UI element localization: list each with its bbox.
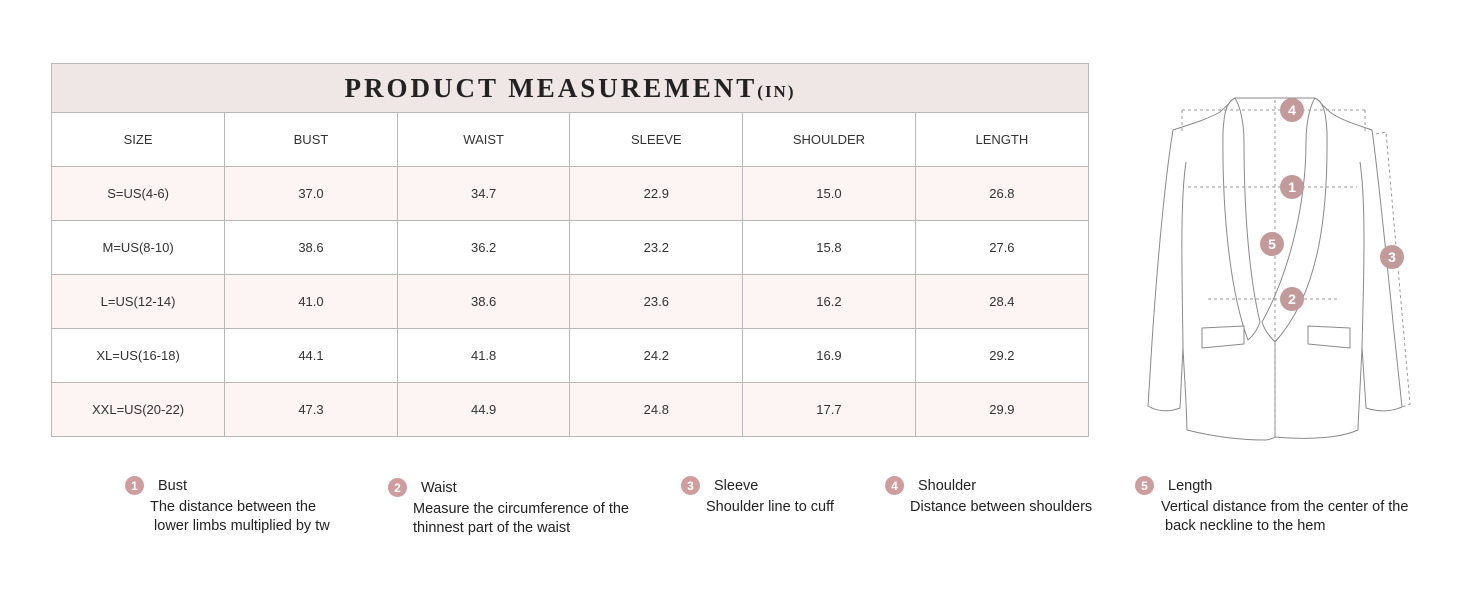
legend-title: Length: [1168, 477, 1213, 494]
column-header-sleeve: SLEEVE: [570, 113, 743, 167]
column-header-waist: WAIST: [397, 113, 570, 167]
column-header-shoulder: SHOULDER: [743, 113, 916, 167]
cell-size: S=US(4-6): [52, 167, 225, 221]
legend-description-line: Measure the circumference of the: [413, 501, 629, 517]
cell-sleeve: 24.8: [570, 383, 743, 437]
cell-waist: 44.9: [397, 383, 570, 437]
jacket-right-pocket: [1308, 326, 1350, 348]
marker-sleeve: [1380, 245, 1404, 269]
cell-waist: 41.8: [397, 329, 570, 383]
table-title-unit: (IN): [757, 82, 796, 101]
legend-sleeve: [681, 476, 834, 517]
cell-bust: 47.3: [225, 383, 398, 437]
legend-description: [1161, 498, 1408, 536]
legend-description-line: lower limbs multiplied by tw: [150, 518, 330, 534]
svg-text:5: 5: [1268, 236, 1276, 252]
legend-title: Sleeve: [714, 477, 759, 494]
cell-sleeve: 22.9: [570, 167, 743, 221]
cell-waist: 34.7: [397, 167, 570, 221]
legend-description-line: back neckline to the hem: [1161, 518, 1326, 534]
cell-bust: 37.0: [225, 167, 398, 221]
svg-text:4: 4: [1288, 102, 1296, 118]
marker-length: [1260, 232, 1284, 256]
cell-bust: 44.1: [225, 329, 398, 383]
legend-description: [150, 498, 330, 536]
table-row: [52, 221, 1088, 275]
cell-shoulder: 16.9: [743, 329, 916, 383]
svg-text:1: 1: [1288, 179, 1296, 195]
cell-shoulder: 16.2: [743, 275, 916, 329]
cell-waist: 38.6: [397, 275, 570, 329]
jacket-diagram: [1140, 92, 1420, 452]
cell-sleeve: 23.6: [570, 275, 743, 329]
number-badge-3-icon: 3: [681, 476, 700, 495]
cell-shoulder: 15.0: [743, 167, 916, 221]
cell-sleeve: 23.2: [570, 221, 743, 275]
cell-shoulder: 15.8: [743, 221, 916, 275]
number-badge-5-icon: 5: [1135, 476, 1154, 495]
legend-title: Bust: [158, 477, 188, 494]
legend-length: [1135, 476, 1408, 536]
table-row: [52, 383, 1088, 437]
cell-size: L=US(12-14): [52, 275, 225, 329]
cell-waist: 36.2: [397, 221, 570, 275]
column-header-length: LENGTH: [915, 113, 1088, 167]
legend-waist: [388, 478, 629, 538]
number-badge-4-icon: 4: [885, 476, 904, 495]
cell-size: XXL=US(20-22): [52, 383, 225, 437]
marker-waist: [1280, 287, 1304, 311]
legend-description-line: The distance between the: [150, 499, 317, 515]
marker-shoulder: [1280, 98, 1304, 122]
cell-length: 26.8: [915, 167, 1088, 221]
svg-text:2: 2: [1288, 291, 1296, 307]
table-row: [52, 329, 1088, 383]
table-title: [52, 64, 1088, 113]
cell-length: 29.9: [915, 383, 1088, 437]
legend-title: Waist: [421, 479, 457, 496]
cell-bust: 38.6: [225, 221, 398, 275]
cell-length: 29.2: [915, 329, 1088, 383]
number-badge-2-icon: 2: [388, 478, 407, 497]
svg-text:3: 3: [1388, 249, 1396, 265]
legend-title: Shoulder: [918, 477, 977, 494]
marker-bust: [1280, 175, 1304, 199]
header-row: [52, 113, 1088, 167]
table-row: [52, 167, 1088, 221]
legend-description: [910, 498, 1092, 517]
legend-description-line: Distance between shoulders: [910, 499, 1093, 515]
number-badge-1-icon: 1: [125, 476, 144, 495]
cell-shoulder: 17.7: [743, 383, 916, 437]
measurement-table: [51, 63, 1089, 437]
legend-bust: [125, 476, 330, 536]
column-header-size: SIZE: [52, 113, 225, 167]
table-title-text: PRODUCT MEASUREMENT: [344, 72, 758, 103]
column-header-bust: BUST: [225, 113, 398, 167]
cell-length: 27.6: [915, 221, 1088, 275]
cell-sleeve: 24.2: [570, 329, 743, 383]
legend-description-line: Shoulder line to cuff: [706, 499, 834, 515]
legend-description: [706, 498, 834, 517]
legend-shoulder: [885, 476, 1092, 517]
cell-length: 28.4: [915, 275, 1088, 329]
legend-description-line: thinnest part of the waist: [413, 520, 571, 536]
table-row: [52, 275, 1088, 329]
jacket-left-pocket: [1202, 326, 1244, 348]
measurement-grid: [52, 113, 1088, 436]
legend-description-line: Vertical distance from the center of the: [1161, 499, 1409, 515]
legend-description: [413, 500, 629, 538]
cell-size: M=US(8-10): [52, 221, 225, 275]
cell-bust: 41.0: [225, 275, 398, 329]
cell-size: XL=US(16-18): [52, 329, 225, 383]
